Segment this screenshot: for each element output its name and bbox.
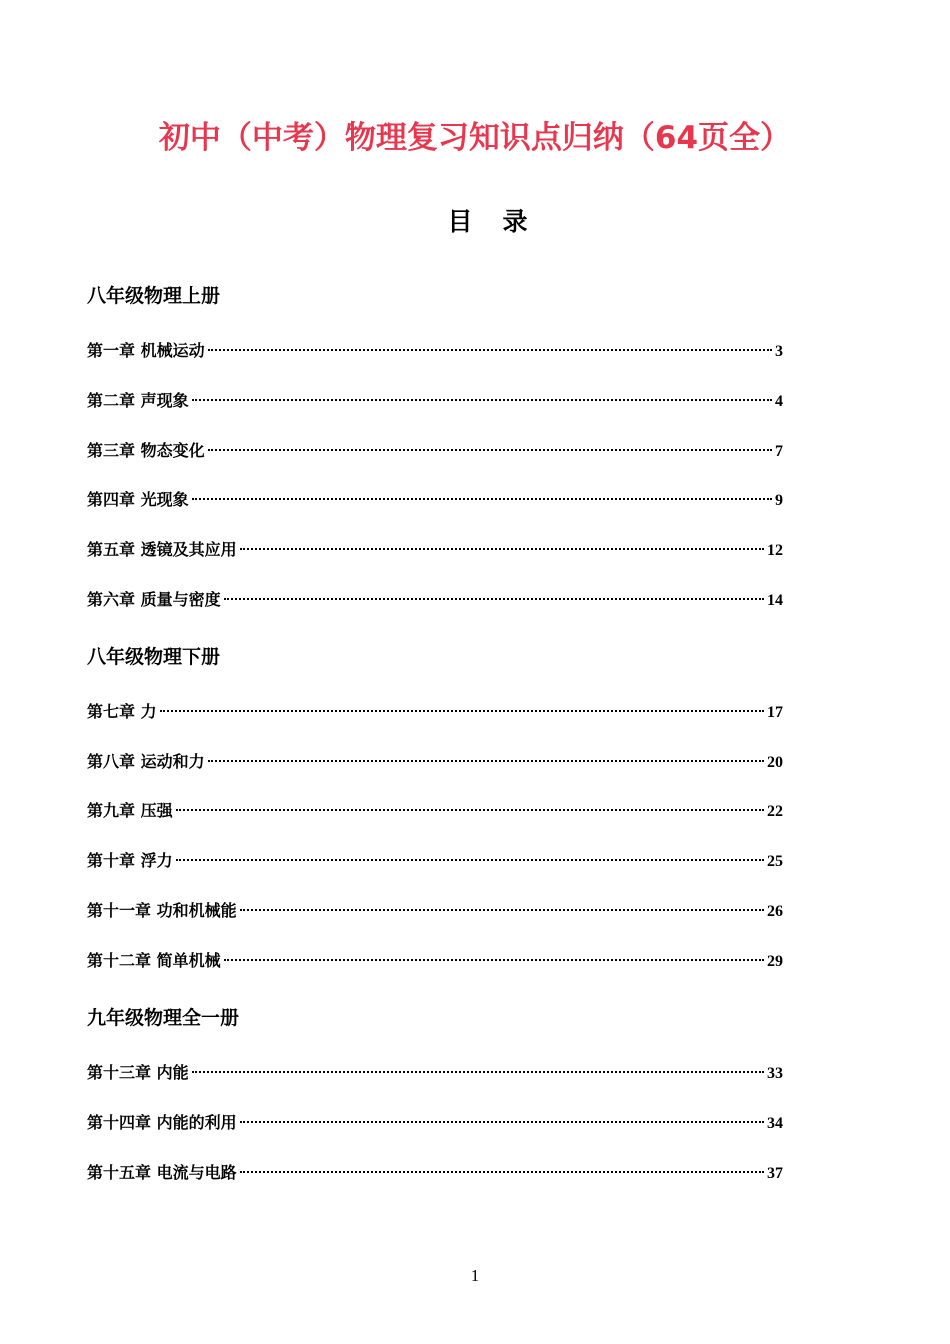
toc-entry-page: 33 <box>767 1065 783 1082</box>
toc-entry-page: 4 <box>775 393 783 410</box>
dot-leader <box>240 909 764 911</box>
toc-entry-page: 25 <box>767 853 783 870</box>
toc-entry[interactable] <box>87 948 783 974</box>
dot-leader <box>192 1071 764 1073</box>
toc-entry[interactable] <box>87 1060 783 1086</box>
toc-entry-label: 第十四章 内能的利用 <box>87 1113 237 1132</box>
toc-entry[interactable] <box>87 848 783 874</box>
toc-entry-label: 第十章 浮力 <box>87 851 173 870</box>
toc-entry-label: 第七章 力 <box>87 702 157 721</box>
toc-entry-label: 第三章 物态变化 <box>87 441 205 460</box>
toc-entry[interactable] <box>87 487 783 513</box>
dot-leader <box>192 399 772 401</box>
document-title: 初中（中考）物理复习知识点归纳（64页全） <box>158 120 792 156</box>
section-heading-grade9: 九年级物理全一册 <box>87 1007 240 1029</box>
dot-leader <box>208 349 772 351</box>
toc-entry-label: 第一章 机械运动 <box>87 341 205 360</box>
toc-entry-label: 第十五章 电流与电路 <box>87 1163 237 1182</box>
toc-entry-page: 22 <box>767 803 783 820</box>
page-number: 1 <box>470 1266 480 1285</box>
toc-entry[interactable] <box>87 587 783 613</box>
toc-entry-label: 第六章 质量与密度 <box>87 590 221 609</box>
toc-entry-label: 第五章 透镜及其应用 <box>87 540 237 559</box>
toc-entry-label: 第四章 光现象 <box>87 490 189 509</box>
toc-entry[interactable] <box>87 749 783 775</box>
toc-entry-page: 26 <box>767 903 783 920</box>
toc-entry-page: 29 <box>767 953 783 970</box>
toc-entry-label: 第十二章 简单机械 <box>87 951 221 970</box>
toc-entry[interactable] <box>87 388 783 414</box>
section-heading-grade8-vol1: 八年级物理上册 <box>87 285 221 307</box>
toc-entry-page: 14 <box>767 592 783 609</box>
toc-entry-page: 20 <box>767 754 783 771</box>
dot-leader <box>224 959 764 961</box>
toc-entry-page: 7 <box>775 443 783 460</box>
dot-leader <box>224 598 764 600</box>
toc-entry-page: 3 <box>775 343 783 360</box>
dot-leader <box>240 1171 764 1173</box>
toc-entry-page: 9 <box>775 492 783 509</box>
dot-leader <box>176 809 764 811</box>
toc-entry[interactable] <box>87 898 783 924</box>
toc-entry-label: 第十一章 功和机械能 <box>87 901 237 920</box>
toc-entry[interactable] <box>87 798 783 824</box>
toc-entry-page: 37 <box>767 1165 783 1182</box>
toc-heading: 目录 <box>447 207 558 236</box>
dot-leader <box>160 710 764 712</box>
toc-entry-label: 第二章 声现象 <box>87 391 189 410</box>
toc-entry-label: 第九章 压强 <box>87 801 173 820</box>
toc-entry-page: 12 <box>767 542 783 559</box>
dot-leader <box>208 449 772 451</box>
toc-entry[interactable] <box>87 1160 783 1186</box>
toc-entry[interactable] <box>87 338 783 364</box>
dot-leader <box>208 760 764 762</box>
dot-leader <box>192 498 772 500</box>
toc-entry-label: 第八章 运动和力 <box>87 752 205 771</box>
toc-entry[interactable] <box>87 537 783 563</box>
dot-leader <box>240 1121 764 1123</box>
toc-entry[interactable] <box>87 699 783 725</box>
dot-leader <box>240 548 764 550</box>
toc-entry-page: 34 <box>767 1115 783 1132</box>
toc-entry[interactable] <box>87 438 783 464</box>
dot-leader <box>176 859 764 861</box>
toc-entry-page: 17 <box>767 704 783 721</box>
toc-entry-label: 第十三章 内能 <box>87 1063 189 1082</box>
toc-entry[interactable] <box>87 1110 783 1136</box>
section-heading-grade8-vol2: 八年级物理下册 <box>87 646 221 668</box>
